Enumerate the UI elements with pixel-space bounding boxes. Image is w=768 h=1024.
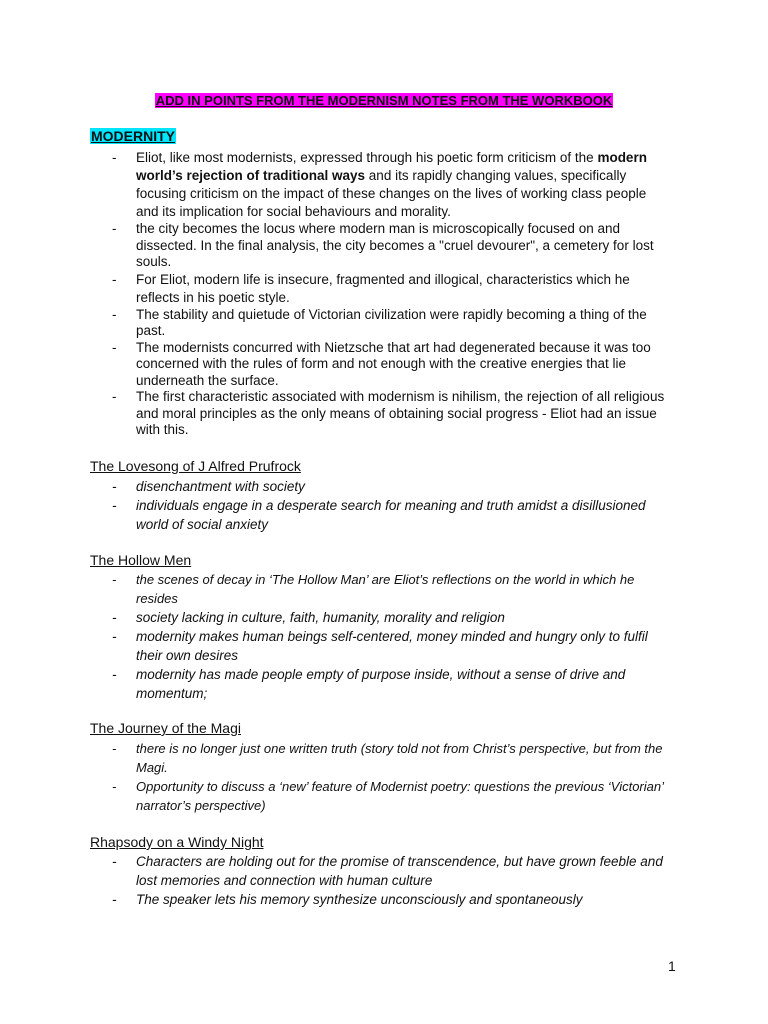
point-text: and its rapidly changing values, specifically focusing criticism on the impact of these changes on the lives of working class people and its implication for social behaviours and morality. — [136, 168, 647, 219]
modernity-point: - For Eliot, modern life is insecure, fragmented and illogical, characteristics which he reflects in his poetic style. — [112, 271, 672, 307]
list-item: - modernity has made people empty of purpose inside, without a sense of drive and momentum; — [112, 665, 672, 703]
section-title-journey-magi: The Journey of the Magi — [90, 720, 241, 736]
page-number: 1 — [668, 958, 676, 974]
list-item: - society lacking in culture, faith, humanity, morality and religion — [112, 608, 672, 627]
section-title-rhapsody: Rhapsody on a Windy Night — [90, 834, 264, 850]
hollow-men-list — [112, 570, 672, 703]
modernity-point: - The first characteristic associated with modernism is nihilism, the rejection of all religious and moral principles as the only means of obtaining social progress - Eliot had an issue with this. — [112, 389, 672, 439]
list-item: - there is no longer just one written truth (story told not from Christ’s perspective, but from the Magi. — [112, 739, 672, 777]
list-item: - Opportunity to discuss a ‘new’ feature of Modernist poetry: questions the previous ‘Victorian’ narrator’s perspective) — [112, 777, 672, 815]
list-item: - disenchantment with society — [112, 477, 672, 496]
document-title-text: ADD IN POINTS FROM THE MODERNISM NOTES FROM THE WORKBOOK — [155, 93, 613, 108]
modernity-point: - The stability and quietude of Victorian civilization were rapidly becoming a thing of the past. — [112, 307, 672, 340]
modernity-heading — [90, 128, 176, 145]
list-item: - Characters are holding out for the promise of transcendence, but have grown feeble and lost memories and connection with human culture — [112, 852, 672, 890]
journey-magi-list — [112, 739, 672, 815]
list-item: - The speaker lets his memory synthesize unconsciously and spontaneously — [112, 890, 672, 909]
prufrock-list — [112, 477, 672, 534]
section-title-hollow-men: The Hollow Men — [90, 552, 192, 568]
list-item: - individuals engage in a desperate search for meaning and truth amidst a disillusioned world of social anxiety — [112, 496, 672, 534]
list-item: - modernity makes human beings self-centered, money minded and hungry only to fulfil their own desires — [112, 627, 672, 665]
modernity-heading-text: MODERNITY — [91, 128, 175, 144]
section-title-prufrock: The Lovesong of J Alfred Prufrock — [90, 458, 301, 474]
point-text: Eliot, like most modernists, expressed through his poetic form criticism of the — [136, 150, 598, 165]
modernity-point: - The modernists concurred with Nietzsche that art had degenerated because it was too concerned with the rules of form and not enough with the creative energies that lie underneath the surface. — [112, 340, 672, 390]
modernity-point — [112, 149, 672, 221]
rhapsody-list — [112, 852, 672, 909]
document-title — [0, 93, 768, 109]
list-item: - the scenes of decay in ‘The Hollow Man’ are Eliot’s reflections on the world in which he resides — [112, 570, 672, 608]
modernity-point: - the city becomes the locus where modern man is microscopically focused on and dissected. In the final analysis, the city becomes a "cruel devourer", a cemetery for lost souls. — [112, 221, 672, 271]
point-bold-text: modern world’s rejection of traditional ways — [136, 150, 647, 183]
modernity-list — [112, 149, 672, 439]
